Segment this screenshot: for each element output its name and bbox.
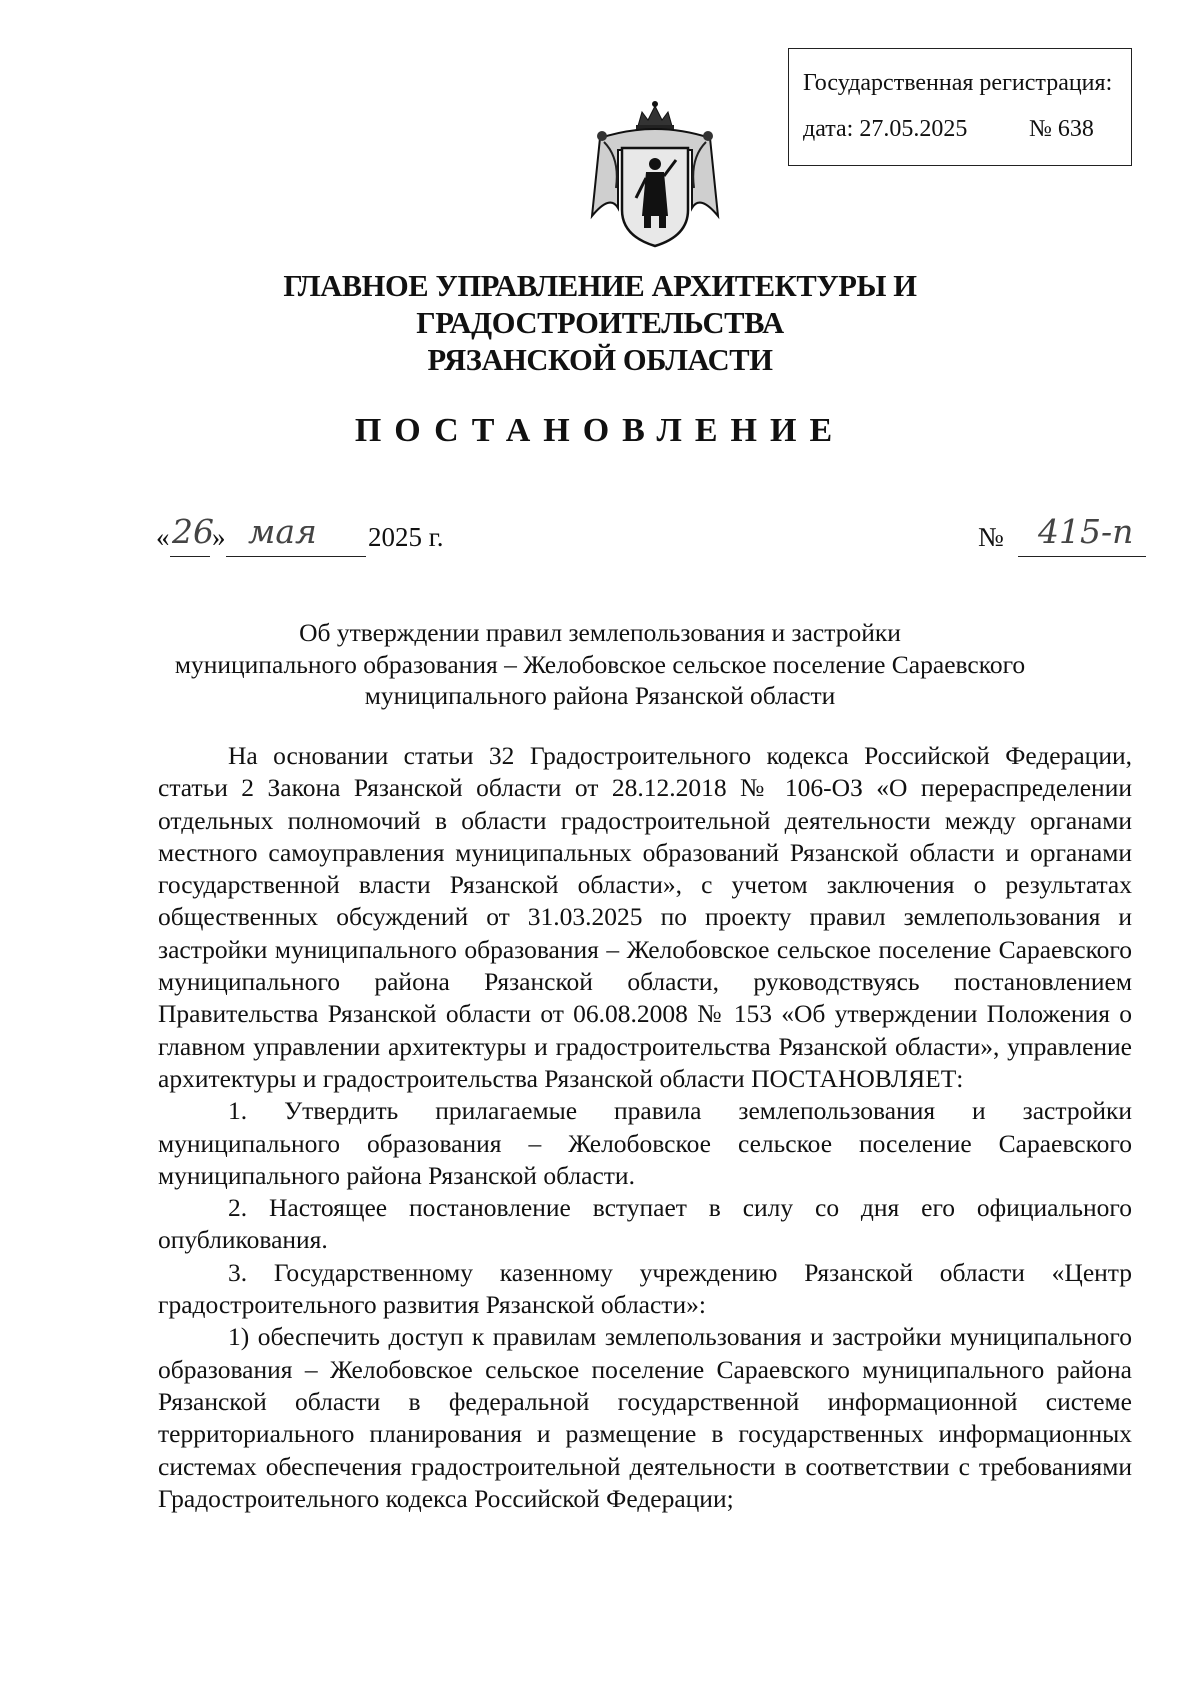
document-title (160, 617, 1040, 712)
registration-number: № 638 (1029, 116, 1094, 142)
title-line2: муниципального образования – Желобовское сельское поселение Сараевского (174, 649, 1026, 679)
registration-stamp (788, 48, 1132, 166)
date-open-quote: « (156, 522, 170, 552)
number-label: № (978, 522, 1004, 552)
clause-1: 1. Утвердить прилагаемые правила землепользования и застройки муниципального образования – Желобовское сельское поселение Сараевского муниципального района Рязанской области. (158, 1096, 1132, 1190)
agency-name-line1: ГЛАВНОЕ УПРАВЛЕНИЕ АРХИТЕКТУРЫ И ГРАДОСТРОИТЕЛЬСТВА (283, 269, 917, 340)
document-body (158, 740, 1132, 1515)
clause-2: 2. Настоящее постановление вступает в силу со дня его официального опубликования. (158, 1193, 1132, 1255)
title-line3: муниципального района Рязанской области (364, 681, 836, 710)
preamble-paragraph: На основании статьи 32 Градостроительного кодекса Российской Федерации, статьи 2 Закона Рязанской области от 28.12.2018 № 106-ОЗ «О перераспределении отдельных полномочий в области градостроительной деятельности между органами местного самоуправления муниципальных образований Рязанской области и органами государственной власти Рязанской области», с учетом заключения о результатах общественных обсуждений от 31.03.2025 по проекту правил землепользования и застройки муниципального образования – Желобовское сельское поселение Сараевского муниципального района Рязанской области, руководствуясь постановлением Правительства Рязанской области от 06.08.2008 № 153 «Об утверждении Положения о главном управлении архитектуры и градостроительства Рязанской области», управление архитектуры и градостроительства Рязанской области ПОСТАНОВЛЯЕТ: (158, 741, 1132, 1093)
handwritten-month: мая (248, 512, 317, 551)
day-underline (170, 556, 210, 557)
date-close-quote: » (212, 522, 226, 552)
month-underline (226, 556, 366, 557)
ryazan-coat-of-arms-icon (580, 98, 730, 258)
agency-name (100, 268, 1100, 379)
document-type: ПОСТАНОВЛЕНИЕ (354, 412, 846, 449)
agency-name-line2: РЯЗАНСКОЙ ОБЛАСТИ (427, 343, 773, 377)
crown-icon (636, 101, 674, 130)
title-line1: Об утверждении правил землепользования и застройки (299, 618, 901, 647)
date-number-row (156, 512, 1146, 556)
handwritten-number: 415-п (1038, 512, 1134, 551)
date-year: 2025 г. (368, 522, 444, 552)
clause-3: 3. Государственному казенному учреждению Рязанской области «Центр градостроительного развития Рязанской области»: (158, 1257, 1132, 1320)
clause-3-subitem-1: 1) обеспечить доступ к правилам землепользования и застройки муниципального образования – Желобовское сельское поселение Сараевского муниципального района Рязанской области в федеральной государственной информационной системе территориального планирования и размещение в государственных информационных системах обеспечения градостроительной деятельности в соответствии с требованиями Градостроительного кодекса Российской Федерации; (158, 1322, 1132, 1513)
registration-date: дата: 27.05.2025 (803, 116, 968, 142)
number-underline (1018, 556, 1146, 557)
handwritten-day: 26 (172, 512, 214, 551)
registration-heading: Государственная регистрация: (803, 70, 1113, 96)
